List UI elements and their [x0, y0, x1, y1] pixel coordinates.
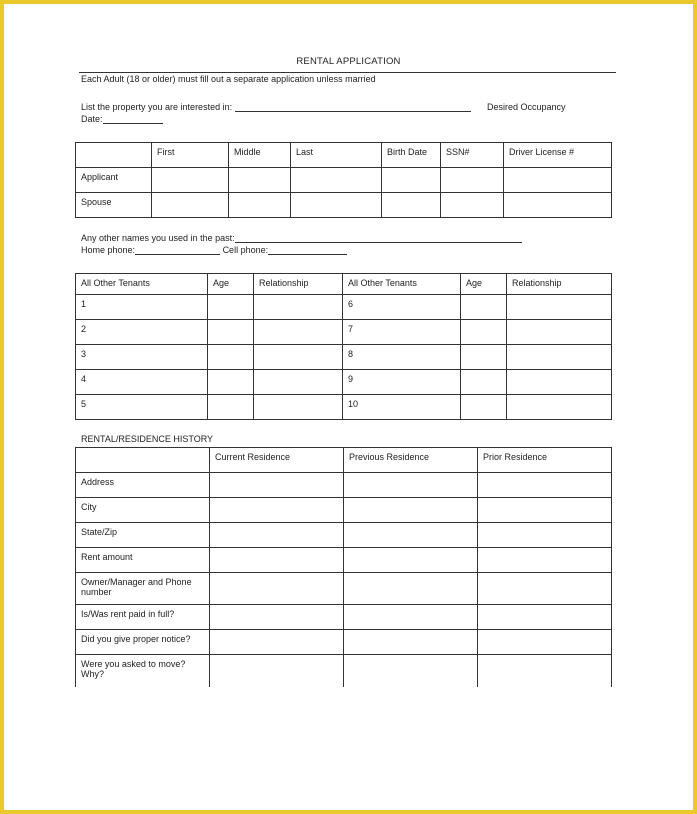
row-label-proper-notice: Did you give proper notice?: [76, 630, 210, 655]
occupancy-label: Desired Occupancy: [487, 102, 566, 112]
table-cell[interactable]: [210, 548, 344, 573]
header-birth-date: Birth Date: [382, 143, 441, 168]
tenant-number[interactable]: 7: [343, 320, 461, 345]
table-cell[interactable]: [441, 193, 504, 218]
table-cell[interactable]: [254, 370, 343, 395]
row-label-owner-manager: [76, 573, 210, 605]
header-driver-license: Driver License #: [504, 143, 612, 168]
table-row: [76, 395, 612, 420]
property-input[interactable]: [235, 102, 471, 112]
header-first: First: [152, 143, 229, 168]
table-row: [76, 573, 612, 605]
table-cell[interactable]: [344, 605, 478, 630]
history-header-row: [76, 448, 612, 473]
table-cell[interactable]: [210, 630, 344, 655]
header-middle: Middle: [229, 143, 291, 168]
table-cell[interactable]: [461, 395, 507, 420]
header-other-tenants: All Other Tenants: [76, 274, 208, 295]
document-title: RENTAL APPLICATION: [296, 56, 401, 67]
header-other-tenants-2: All Other Tenants: [343, 274, 461, 295]
table-cell[interactable]: [254, 320, 343, 345]
phone-line: [81, 245, 347, 255]
table-cell[interactable]: [507, 295, 612, 320]
spouse-row: [76, 193, 612, 218]
row-label-city: City: [76, 498, 210, 523]
table-cell[interactable]: [210, 605, 344, 630]
row-label-applicant: Applicant: [76, 168, 152, 193]
date-line: [81, 114, 163, 124]
table-row: [76, 370, 612, 395]
label-line-1: Were you asked to move?: [81, 659, 186, 669]
table-row: [76, 655, 612, 687]
label-line-2: number: [81, 587, 112, 597]
header-relationship-2: Relationship: [507, 274, 612, 295]
table-cell[interactable]: [478, 573, 612, 605]
tenant-number[interactable]: 10: [343, 395, 461, 420]
row-label-rent-amount: Rent amount: [76, 548, 210, 573]
table-cell[interactable]: [344, 630, 478, 655]
table-cell[interactable]: [478, 630, 612, 655]
table-cell[interactable]: [344, 498, 478, 523]
table-row: [76, 523, 612, 548]
header-prior-residence: Prior Residence: [478, 448, 612, 473]
table-cell[interactable]: [507, 345, 612, 370]
table-cell[interactable]: [254, 345, 343, 370]
cell-phone-input[interactable]: [268, 245, 347, 255]
tenant-number[interactable]: 1: [76, 295, 208, 320]
cell-phone-label: Cell phone:: [222, 245, 269, 255]
header-current-residence: Current Residence: [210, 448, 344, 473]
property-label: List the property you are interested in:: [81, 102, 233, 112]
table-cell[interactable]: [478, 605, 612, 630]
table-cell[interactable]: [478, 473, 612, 498]
applicant-header-row: [76, 143, 612, 168]
tenant-number[interactable]: 5: [76, 395, 208, 420]
table-cell[interactable]: [478, 655, 612, 687]
table-cell[interactable]: [344, 573, 478, 605]
table-cell[interactable]: [208, 295, 254, 320]
table-cell[interactable]: [210, 523, 344, 548]
other-names-label: Any other names you used in the past:: [81, 233, 235, 243]
tenant-number[interactable]: 3: [76, 345, 208, 370]
table-cell[interactable]: [210, 473, 344, 498]
row-label-state-zip: State/Zip: [76, 523, 210, 548]
row-label-rent-paid: Is/Was rent paid in full?: [76, 605, 210, 630]
table-cell[interactable]: [344, 523, 478, 548]
table-cell[interactable]: [208, 320, 254, 345]
tenants-table: [75, 273, 612, 420]
table-cell[interactable]: [210, 655, 344, 687]
table-row: [76, 345, 612, 370]
subtitle-instruction: Each Adult (18 or older) must fill out a separate application unless married: [81, 74, 376, 84]
table-cell[interactable]: [507, 320, 612, 345]
applicant-table: [75, 142, 612, 218]
tenant-number[interactable]: 9: [343, 370, 461, 395]
header-ssn: SSN#: [441, 143, 504, 168]
tenant-number[interactable]: 6: [343, 295, 461, 320]
table-cell[interactable]: [291, 168, 382, 193]
table-cell[interactable]: [208, 345, 254, 370]
table-cell[interactable]: [461, 295, 507, 320]
table-cell[interactable]: [291, 193, 382, 218]
table-cell[interactable]: [461, 320, 507, 345]
row-label-spouse: Spouse: [76, 193, 152, 218]
table-cell[interactable]: [344, 548, 478, 573]
header-last: Last: [291, 143, 382, 168]
table-cell[interactable]: [208, 370, 254, 395]
applicant-row: [76, 168, 612, 193]
header-age: Age: [208, 274, 254, 295]
table-cell[interactable]: [478, 498, 612, 523]
tenant-number[interactable]: 8: [343, 345, 461, 370]
property-line: [81, 102, 471, 112]
table-cell[interactable]: [461, 370, 507, 395]
table-cell[interactable]: [229, 168, 291, 193]
table-row: [76, 498, 612, 523]
tenants-header-row: [76, 274, 612, 295]
home-phone-input[interactable]: [135, 245, 220, 255]
tenant-number[interactable]: 2: [76, 320, 208, 345]
table-row: [76, 548, 612, 573]
table-cell[interactable]: [210, 498, 344, 523]
row-label-asked-to-move: [76, 655, 210, 687]
table-cell[interactable]: [229, 193, 291, 218]
table-row: [76, 473, 612, 498]
rental-history-table: [75, 447, 612, 687]
history-heading: RENTAL/RESIDENCE HISTORY: [81, 434, 214, 444]
table-cell[interactable]: [478, 548, 612, 573]
table-cell[interactable]: [208, 395, 254, 420]
date-input[interactable]: [103, 114, 163, 124]
other-names-input[interactable]: [235, 233, 522, 243]
table-cell[interactable]: [478, 523, 612, 548]
table-cell[interactable]: [382, 193, 441, 218]
table-cell[interactable]: [507, 370, 612, 395]
label-line-1: Owner/Manager and Phone: [81, 577, 192, 587]
date-label: Date:: [81, 114, 103, 124]
table-cell[interactable]: [344, 473, 478, 498]
table-cell[interactable]: [254, 295, 343, 320]
table-cell[interactable]: [441, 168, 504, 193]
table-row: [76, 605, 612, 630]
header-age-2: Age: [461, 274, 507, 295]
home-phone-label: Home phone:: [81, 245, 136, 255]
header-relationship: Relationship: [254, 274, 343, 295]
row-label-address: Address: [76, 473, 210, 498]
table-cell[interactable]: [461, 345, 507, 370]
table-row: [76, 320, 612, 345]
table-cell[interactable]: [504, 193, 612, 218]
header-previous-residence: Previous Residence: [344, 448, 478, 473]
tenant-number[interactable]: 4: [76, 370, 208, 395]
table-cell[interactable]: [152, 168, 229, 193]
table-cell[interactable]: [152, 193, 229, 218]
table-cell[interactable]: [507, 395, 612, 420]
title-underline: [79, 72, 616, 73]
other-names-line: [81, 233, 522, 243]
table-row: [76, 295, 612, 320]
header-cell: [76, 143, 152, 168]
table-cell[interactable]: [254, 395, 343, 420]
table-row: [76, 630, 612, 655]
label-line-2: Why?: [81, 669, 105, 679]
table-cell[interactable]: [504, 168, 612, 193]
header-cell: [76, 448, 210, 473]
table-cell[interactable]: [210, 573, 344, 605]
table-cell[interactable]: [382, 168, 441, 193]
table-cell[interactable]: [344, 655, 478, 687]
